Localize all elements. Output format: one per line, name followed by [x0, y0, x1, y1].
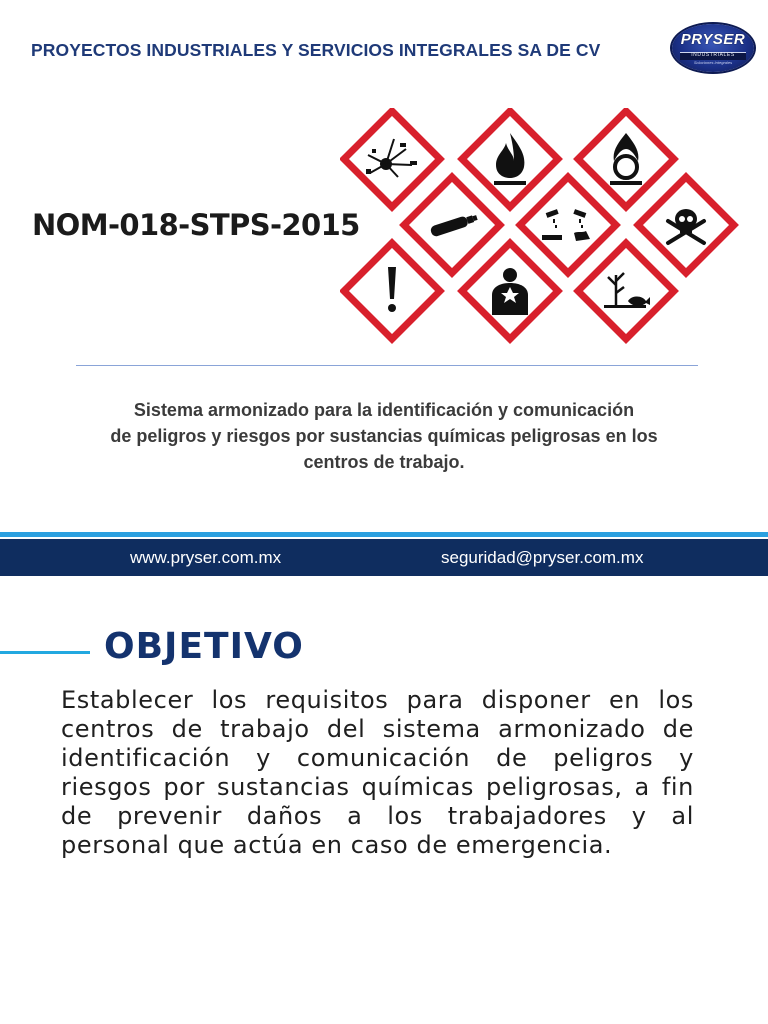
company-name: PROYECTOS INDUSTRIALES Y SERVICIOS INTEGRALES SA DE CV	[31, 40, 601, 60]
oxidizer-icon	[578, 111, 674, 207]
gas-cylinder-icon	[404, 177, 500, 273]
logo-name: PRYSER	[680, 31, 746, 48]
subtitle-line-1: Sistema armonizado para la identificación y comunicación	[133, 400, 635, 420]
website-link[interactable]: www.pryser.com.mx	[130, 548, 282, 567]
flammable-icon	[462, 111, 558, 207]
skull-crossbones-icon	[638, 177, 734, 273]
page-title: NOM-018-STPS-2015	[32, 208, 360, 242]
objective-body: Establecer los requisitos para disponer en los centros de trabajo del sistema armonizado de identificación y comunicación de peligros y riesgos por sustancias químicas peligrosas, a fin de prevenir daños a los trabajadores y al personal que actúa en caso de emergencia.	[61, 686, 694, 859]
corrosive-icon	[520, 177, 616, 273]
pryser-logo	[672, 24, 754, 72]
logo-subline: INDUSTRIALES	[691, 52, 735, 58]
ghs-pictograms	[340, 108, 740, 348]
contact-band	[0, 539, 768, 576]
section-divider	[76, 365, 698, 366]
subtitle-line-3: centros de trabajo.	[303, 452, 465, 472]
objective-heading: OBJETIVO	[104, 626, 304, 667]
objective-accent-line	[0, 651, 90, 654]
email-link[interactable]: seguridad@pryser.com.mx	[441, 548, 644, 567]
explosive-icon	[344, 111, 440, 207]
health-hazard-icon	[462, 243, 558, 339]
exclamation-icon	[344, 243, 440, 339]
subtitle	[40, 397, 728, 475]
logo-tagline: Soluciones Integrales	[693, 60, 733, 65]
subtitle-line-2: de peligros y riesgos por sustancias químicas peligrosas en los	[110, 426, 658, 446]
environment-icon	[578, 243, 674, 339]
